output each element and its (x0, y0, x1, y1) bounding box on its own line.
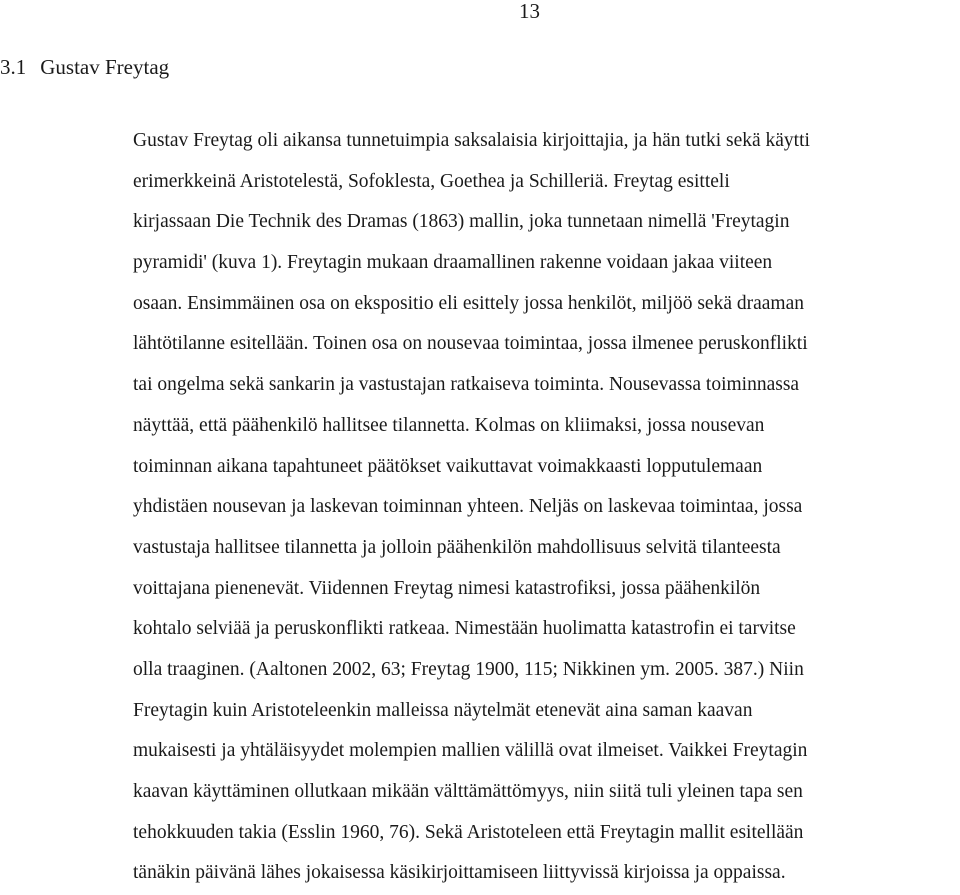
paragraph-line: kohtalo selviää ja peruskonflikti ratkeaa. Nimestään huolimatta katastrofin ei tarvitse (133, 618, 796, 640)
paragraph-line: vastustaja hallitsee tilannetta ja jolloin päähenkilön mahdollisuus selvitä tilanteesta (133, 536, 781, 558)
paragraph-line: Gustav Freytag oli aikansa tunnetuimpia saksalaisia kirjoittajia, ja hän tutki sekä käytti (133, 130, 810, 151)
paragraph-line: lähtötilanne esitellään. Toinen osa on nousevaa toimintaa, jossa ilmenee peruskonflikti (133, 333, 808, 355)
paragraph-line: yhdistäen nousevan ja laskevan toiminnan yhteen. Neljäs on laskevaa toimintaa, jossa (133, 496, 803, 518)
page-number: 13 (519, 0, 540, 23)
paragraph-line: kirjassaan Die Technik des Dramas (1863) mallin, joka tunnetaan nimellä 'Freytagin (133, 211, 790, 233)
paragraph-line: olla traaginen. (Aaltonen 2002, 63; Freytag 1900, 115; Nikkinen ym. 2005. 387.) Niin (133, 658, 804, 680)
paragraph-line: näyttää, että päähenkilö hallitsee tilannetta. Kolmas on kliimaksi, jossa nousevan (133, 414, 765, 436)
paragraph-line: erimerkkeinä Aristotelestä, Sofoklesta, Goethea ja Schilleriä. Freytag esitteli (133, 170, 730, 192)
paragraph-line: tehokkuuden takia (Esslin 1960, 76). Sekä Aristoteleen että Freytagin mallit esitellään (133, 821, 804, 843)
body-paragraph (133, 121, 960, 894)
paragraph-line: mukaisesti ja yhtäläisyydet molempien mallien välillä ovat ilmeiset. Vaikkei Freytagin (133, 740, 808, 762)
section-title: Gustav Freytag (40, 55, 170, 79)
paragraph-line: tänäkin päivänä lähes jokaisessa käsikirjoittamiseen liittyvissä kirjoissa ja oppaissa. (133, 862, 786, 884)
section-number: 3.1 (0, 55, 27, 79)
paragraph-line: kaavan käyttäminen ollutkaan mikään välttämättömyys, niin siitä tuli yleinen tapa sen (133, 781, 803, 802)
paragraph-line: osaan. Ensimmäinen osa on ekspositio eli esittely jossa henkilöt, miljöö sekä draaman (133, 292, 804, 314)
paragraph-line: Freytagin kuin Aristoteleenkin malleissa näytelmät etenevät aina saman kaavan (133, 699, 753, 721)
paragraph-line: pyramidi' (kuva 1). Freytagin mukaan draamallinen rakenne voidaan jakaa viiteen (133, 252, 773, 274)
paragraph-line: voittajana pienenevät. Viidennen Freytag nimesi katastrofiksi, jossa päähenkilön (133, 577, 761, 599)
paragraph-line: tai ongelma sekä sankarin ja vastustajan ratkaiseva toiminta. Nousevassa toiminnassa (133, 374, 800, 396)
section-heading (0, 53, 169, 81)
paragraph-line: toiminnan aikana tapahtuneet päätökset vaikuttavat voimakkaasti lopputulemaan (133, 455, 763, 477)
